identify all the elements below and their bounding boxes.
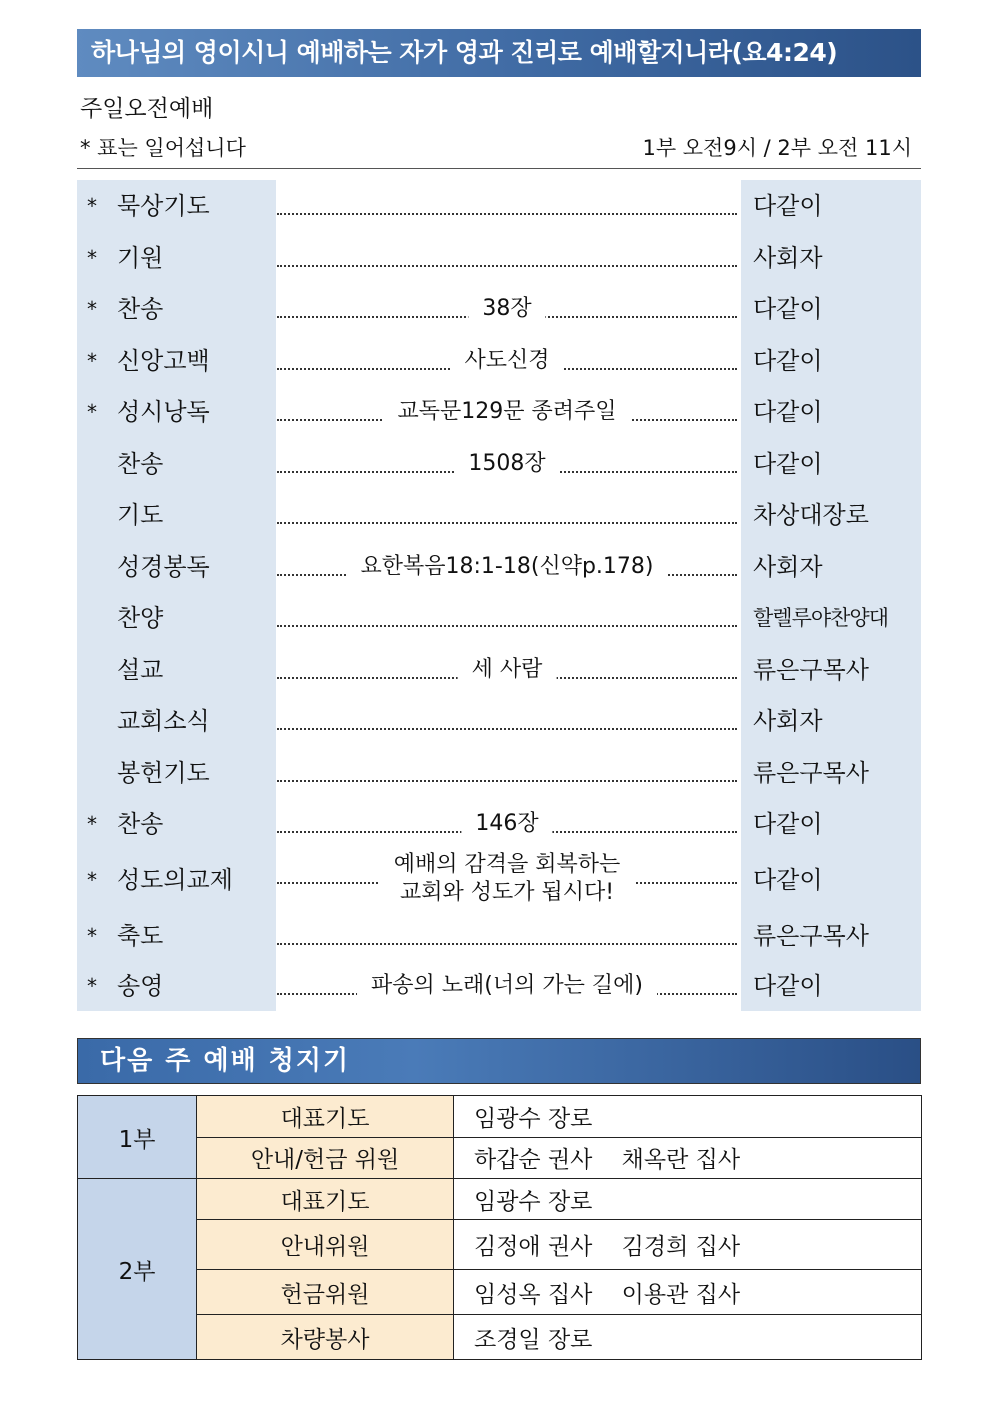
dot-leader xyxy=(277,780,737,782)
order-row-meditation xyxy=(77,180,921,232)
order-label: 찬송 xyxy=(117,450,164,478)
role-cell: 대표기도 xyxy=(197,1096,454,1138)
names-cell: 임성옥 집사 이용관 집사 xyxy=(454,1270,922,1315)
order-row-hymn-2 xyxy=(77,438,921,490)
order-detail: 교독문129문 종려주일 xyxy=(383,386,630,438)
stand-marker xyxy=(87,438,107,490)
order-label: 찬양 xyxy=(117,604,164,632)
order-label: 성시낭독 xyxy=(117,398,210,426)
order-detail: 1508장 xyxy=(454,438,559,490)
stand-marker xyxy=(87,541,107,593)
order-middle xyxy=(277,283,737,335)
table-row xyxy=(78,1270,922,1315)
order-row-fellowship xyxy=(77,852,921,908)
order-row-scripture xyxy=(77,541,921,593)
order-leader: 다같이 xyxy=(753,866,823,894)
order-leader: 사회자 xyxy=(753,553,823,581)
order-middle xyxy=(277,960,737,1012)
stand-marker xyxy=(87,644,107,696)
service-times: 1부 오전9시 / 2부 오전 11시 xyxy=(642,136,912,160)
order-middle xyxy=(277,180,737,232)
order-detail: 사도신경 xyxy=(450,335,563,387)
order-leader: 차상대장로 xyxy=(753,501,869,529)
role-cell: 헌금위원 xyxy=(197,1270,454,1315)
divider xyxy=(77,168,921,169)
order-middle xyxy=(277,386,737,438)
role-cell: 안내/헌금 위원 xyxy=(197,1137,454,1179)
order-middle xyxy=(277,695,737,747)
order-leader: 사회자 xyxy=(753,244,823,272)
order-label: 묵상기도 xyxy=(117,192,210,220)
order-detail: 요한복음18:1-18(신약p.178) xyxy=(347,541,668,593)
dot-leader xyxy=(277,265,737,267)
stand-marker xyxy=(87,489,107,541)
table-row xyxy=(78,1137,922,1179)
order-middle xyxy=(277,592,737,644)
order-middle xyxy=(277,852,737,908)
stand-note: * 표는 일어섭니다 xyxy=(80,136,246,160)
order-leader: 다같이 xyxy=(753,450,823,478)
dot-leader xyxy=(277,943,737,945)
order-middle xyxy=(277,798,737,850)
order-row-benediction xyxy=(77,910,921,962)
table-row xyxy=(78,1220,922,1270)
order-middle xyxy=(277,335,737,387)
order-leader: 다같이 xyxy=(753,295,823,323)
stewards-table xyxy=(77,1095,922,1360)
order-row-psalter xyxy=(77,386,921,438)
order-detail: 세 사람 xyxy=(458,644,557,696)
order-label: 기원 xyxy=(117,244,164,272)
order-middle xyxy=(277,644,737,696)
table-row xyxy=(78,1179,922,1220)
part-label: 2부 xyxy=(78,1179,197,1360)
order-label: 찬송 xyxy=(117,810,164,838)
names-cell: 김정애 권사 김경희 집사 xyxy=(454,1220,922,1270)
names-cell: 조경일 장로 xyxy=(454,1315,922,1360)
next-week-title: 다음 주 예배 청지기 xyxy=(77,1038,921,1084)
stand-marker xyxy=(87,695,107,747)
order-leader: 다같이 xyxy=(753,972,823,1000)
order-leader: 다같이 xyxy=(753,398,823,426)
order-row-creed xyxy=(77,335,921,387)
order-leader: 할렐루야찬양대 xyxy=(753,606,889,630)
order-label: 신앙고백 xyxy=(117,347,210,375)
order-detail-line-2: 교회와 성도가 됩시다! xyxy=(399,880,615,905)
order-middle xyxy=(277,438,737,490)
order-leader: 사회자 xyxy=(753,707,823,735)
order-label: 성도의교제 xyxy=(117,866,233,894)
order-label: 찬송 xyxy=(117,295,164,323)
order-label: 송영 xyxy=(117,972,164,1000)
order-row-doxology xyxy=(77,960,921,1012)
order-label: 봉헌기도 xyxy=(117,759,210,787)
stand-marker xyxy=(87,592,107,644)
stand-marker: * xyxy=(87,246,97,270)
table-row xyxy=(78,1315,922,1360)
order-row-anthem xyxy=(77,592,921,644)
order-label: 설교 xyxy=(117,656,164,684)
order-row-sermon xyxy=(77,644,921,696)
order-label: 기도 xyxy=(117,501,164,529)
role-cell: 차량봉사 xyxy=(197,1315,454,1360)
stand-marker: * xyxy=(87,297,97,321)
order-middle xyxy=(277,541,737,593)
order-row-hymn-3 xyxy=(77,798,921,850)
order-leader: 다같이 xyxy=(753,347,823,375)
order-detail: 38장 xyxy=(468,283,545,335)
order-middle xyxy=(277,232,737,284)
role-cell: 안내위원 xyxy=(197,1220,454,1270)
verse-banner: 하나님의 영이시니 예배하는 자가 영과 진리로 예배할지니라(요4:24) xyxy=(77,29,921,77)
order-detail xyxy=(380,851,635,905)
stand-marker: * xyxy=(87,868,97,892)
order-leader: 다같이 xyxy=(753,810,823,838)
order-middle xyxy=(277,489,737,541)
order-leader: 류은구목사 xyxy=(753,922,869,950)
order-leader: 류은구목사 xyxy=(753,656,869,684)
names-cell: 임광수 장로 xyxy=(454,1179,922,1220)
order-row-offertory-prayer xyxy=(77,747,921,799)
dot-leader xyxy=(277,625,737,627)
order-leader: 류은구목사 xyxy=(753,759,869,787)
order-middle xyxy=(277,747,737,799)
order-label: 축도 xyxy=(117,922,164,950)
order-row-prayer xyxy=(77,489,921,541)
order-detail: 146장 xyxy=(461,798,552,850)
order-label: 성경봉독 xyxy=(117,553,210,581)
dot-leader xyxy=(277,522,737,524)
order-label: 교회소식 xyxy=(117,707,210,735)
order-middle xyxy=(277,910,737,962)
stand-marker: * xyxy=(87,400,97,424)
names-cell: 하갑순 권사 채옥란 집사 xyxy=(454,1137,922,1179)
order-row-hymn-1 xyxy=(77,283,921,335)
stand-marker: * xyxy=(87,349,97,373)
order-detail-line-1: 예배의 감격을 회복하는 xyxy=(393,852,621,877)
stand-marker: * xyxy=(87,194,97,218)
stand-marker: * xyxy=(87,974,97,998)
role-cell: 대표기도 xyxy=(197,1179,454,1220)
order-detail: 파송의 노래(너의 가는 길에) xyxy=(357,960,657,1012)
dot-leader xyxy=(277,213,737,215)
service-name: 주일오전예배 xyxy=(80,96,214,122)
order-row-invocation xyxy=(77,232,921,284)
dot-leader xyxy=(277,728,737,730)
part-label: 1부 xyxy=(78,1096,197,1179)
names-cell: 임광수 장로 xyxy=(454,1096,922,1138)
stand-marker: * xyxy=(87,812,97,836)
stand-marker: * xyxy=(87,924,97,948)
order-leader: 다같이 xyxy=(753,192,823,220)
order-row-announcements xyxy=(77,695,921,747)
table-row xyxy=(78,1096,922,1138)
stand-marker xyxy=(87,747,107,799)
